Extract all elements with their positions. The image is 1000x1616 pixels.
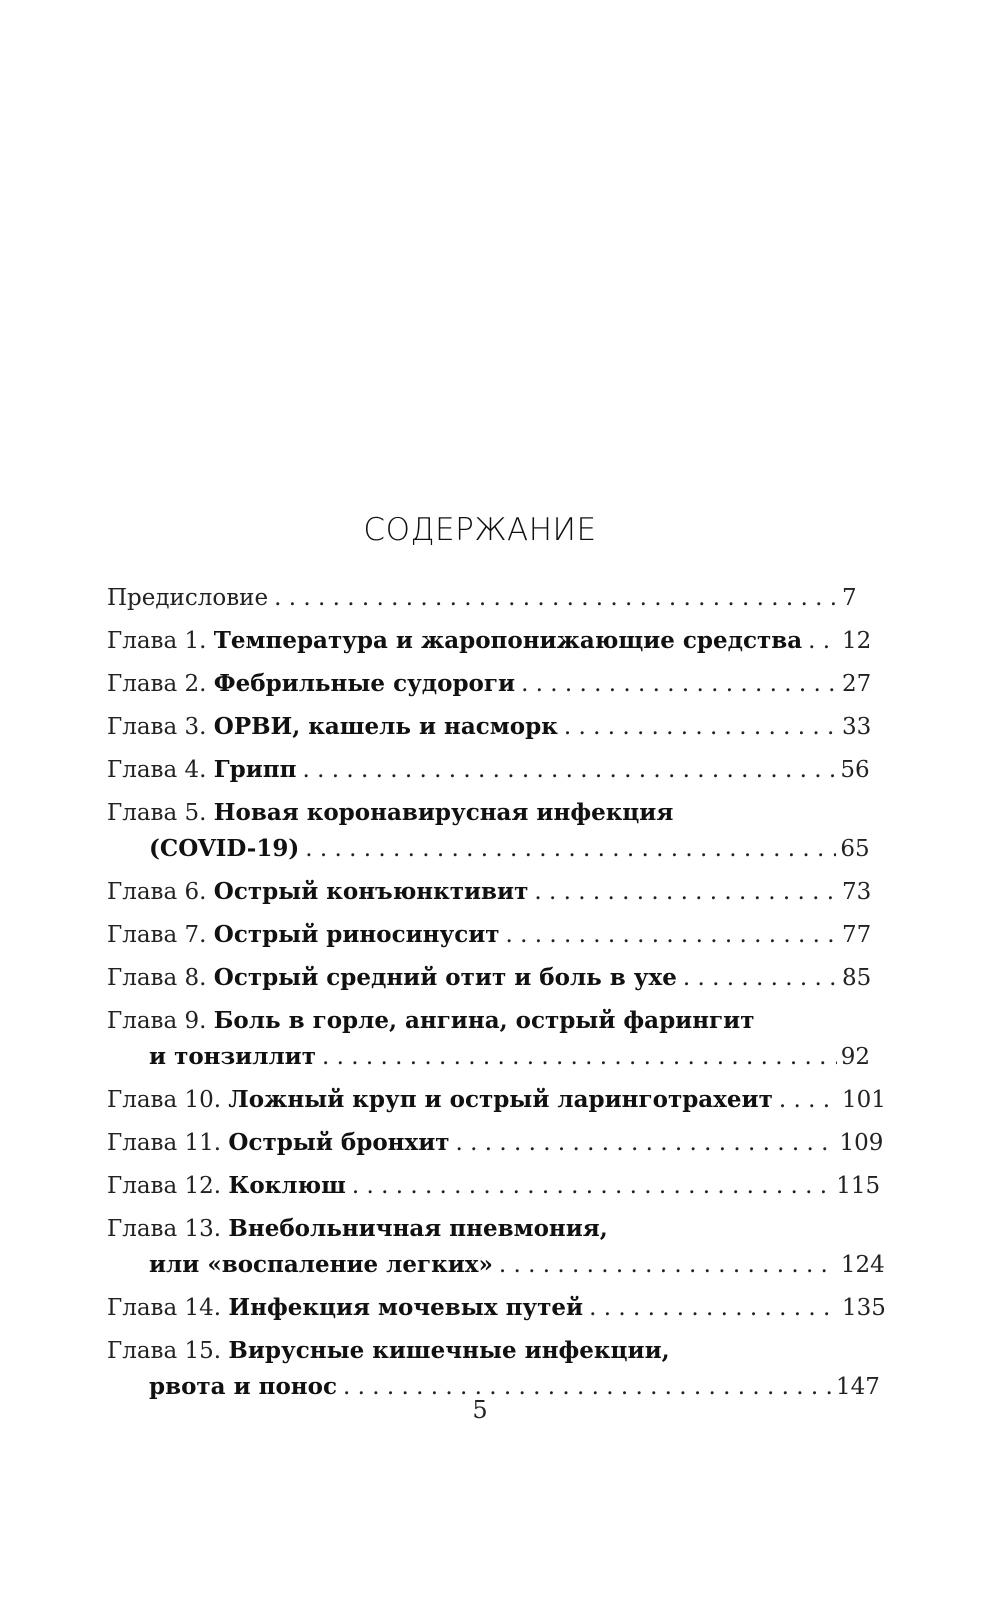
toc-entry[interactable] <box>107 1125 884 1161</box>
toc-page-number: 7 <box>842 585 857 611</box>
toc-entry-line <box>107 1333 852 1369</box>
chapter-label: Глава 13. <box>107 1216 222 1242</box>
dot-leader <box>499 1247 837 1283</box>
chapter-label: Глава 14. <box>107 1295 222 1321</box>
chapter-title: Внебольничная пневмония, <box>228 1215 608 1242</box>
chapter-title: Инфекция мочевых путей <box>228 1294 584 1321</box>
chapter-title: Грипп <box>213 756 297 783</box>
toc-entry-line <box>107 709 872 745</box>
toc-page-number: 115 <box>836 1173 881 1199</box>
chapter-title: Боль в горле, ангина, острый фарингит <box>213 1007 755 1034</box>
chapter-label: Глава 8. <box>107 965 207 991</box>
toc-entry[interactable] <box>107 623 872 659</box>
dot-leader <box>456 1125 836 1161</box>
toc-entry-line <box>107 752 870 788</box>
toc-entry-line <box>107 666 872 702</box>
chapter-label: Глава 7. <box>107 922 207 948</box>
toc-entry[interactable] <box>107 795 870 867</box>
toc-entry-line <box>107 795 852 831</box>
toc-entry[interactable] <box>107 580 857 616</box>
toc-entry[interactable] <box>107 874 872 910</box>
chapter-label: Глава 10. <box>107 1087 222 1113</box>
toc-page-number: 85 <box>842 965 872 991</box>
toc-page-number: 65 <box>840 836 870 862</box>
toc-heading: СОДЕРЖАНИЕ <box>363 512 597 548</box>
chapter-label: Глава 11. <box>107 1130 222 1156</box>
chapter-title: ОРВИ, кашель и насморк <box>213 713 558 740</box>
toc-entry-line <box>107 623 872 659</box>
chapter-title: Фебрильные судороги <box>213 670 516 697</box>
toc-page-number: 147 <box>835 1374 880 1400</box>
toc-entry-line <box>107 1290 886 1326</box>
chapter-label: Глава 9. <box>107 1008 207 1034</box>
table-of-contents <box>107 580 886 1412</box>
toc-entry[interactable] <box>107 666 872 702</box>
toc-entry-line <box>107 917 872 953</box>
toc-entry-line <box>107 580 857 616</box>
toc-entry[interactable] <box>107 709 872 745</box>
chapter-title: или «воспаление легких» <box>149 1251 493 1278</box>
chapter-title: Предисловие <box>107 585 269 611</box>
chapter-label: Глава 15. <box>107 1338 222 1364</box>
toc-entry-line <box>107 1168 881 1204</box>
toc-page-number: 124 <box>840 1252 885 1278</box>
chapter-label: Глава 6. <box>107 879 207 905</box>
toc-entry[interactable] <box>107 1003 871 1075</box>
chapter-title: Острый средний отит и боль в ухе <box>213 964 677 991</box>
toc-entry-line <box>107 1211 852 1247</box>
toc-entry[interactable] <box>107 917 872 953</box>
toc-entry-line <box>107 874 872 910</box>
toc-page-number: 101 <box>842 1087 886 1113</box>
dot-leader <box>506 917 838 953</box>
dot-leader <box>322 1039 837 1075</box>
chapter-title: рвота и понос <box>149 1373 337 1400</box>
dot-leader <box>683 960 838 996</box>
chapter-title: (COVID-19) <box>149 835 300 862</box>
toc-page-number: 73 <box>842 879 872 905</box>
dot-leader <box>779 1082 838 1118</box>
toc-entry[interactable] <box>107 1168 881 1204</box>
chapter-label: Глава 1. <box>107 628 207 654</box>
chapter-title: Коклюш <box>228 1172 346 1199</box>
chapter-title: Вирусные кишечные инфекции, <box>228 1337 670 1364</box>
dot-leader <box>521 666 838 702</box>
toc-entry[interactable] <box>107 1082 886 1118</box>
chapter-title: Острый бронхит <box>228 1129 450 1156</box>
dot-leader <box>302 752 836 788</box>
dot-leader <box>352 1168 832 1204</box>
toc-entry-line <box>107 1125 884 1161</box>
chapter-title: Температура и жаропонижающие средства <box>213 627 803 654</box>
chapter-label: Глава 3. <box>107 714 207 740</box>
dot-leader <box>305 831 836 867</box>
toc-entry-continuation <box>107 831 870 867</box>
chapter-title: и тонзиллит <box>149 1043 316 1070</box>
toc-entry[interactable] <box>107 1211 885 1283</box>
toc-entry-line <box>107 1082 886 1118</box>
toc-entry-line <box>107 960 872 996</box>
toc-page-number: 135 <box>842 1295 886 1321</box>
toc-page-number: 109 <box>839 1130 884 1156</box>
chapter-title: Острый риносинусит <box>213 921 500 948</box>
chapter-title: Новая коронавирусная инфекция <box>213 799 674 826</box>
toc-page-number: 77 <box>842 922 872 948</box>
toc-entry-continuation <box>107 1247 885 1283</box>
toc-entry-continuation <box>107 1039 871 1075</box>
chapter-label: Глава 4. <box>107 757 207 783</box>
toc-page-number: 27 <box>842 671 872 697</box>
toc-page-number: 12 <box>842 628 872 654</box>
dot-leader <box>808 623 838 659</box>
chapter-label: Глава 2. <box>107 671 207 697</box>
page-number: 5 <box>472 1396 488 1424</box>
chapter-label: Глава 5. <box>107 800 207 826</box>
chapter-label: Глава 12. <box>107 1173 222 1199</box>
toc-entry[interactable] <box>107 1333 880 1405</box>
dot-leader <box>589 1290 838 1326</box>
toc-entry[interactable] <box>107 1290 886 1326</box>
dot-leader <box>274 580 838 616</box>
dot-leader <box>564 709 838 745</box>
chapter-title: Ложный круп и острый ларинготрахеит <box>228 1086 773 1113</box>
toc-page-number: 33 <box>842 714 872 740</box>
toc-entry-line <box>107 1003 852 1039</box>
toc-page-number: 56 <box>840 757 870 783</box>
toc-entry[interactable] <box>107 960 872 996</box>
toc-entry[interactable] <box>107 752 870 788</box>
chapter-title: Острый конъюнктивит <box>213 878 529 905</box>
dot-leader <box>534 874 838 910</box>
toc-page-number: 92 <box>840 1044 871 1070</box>
